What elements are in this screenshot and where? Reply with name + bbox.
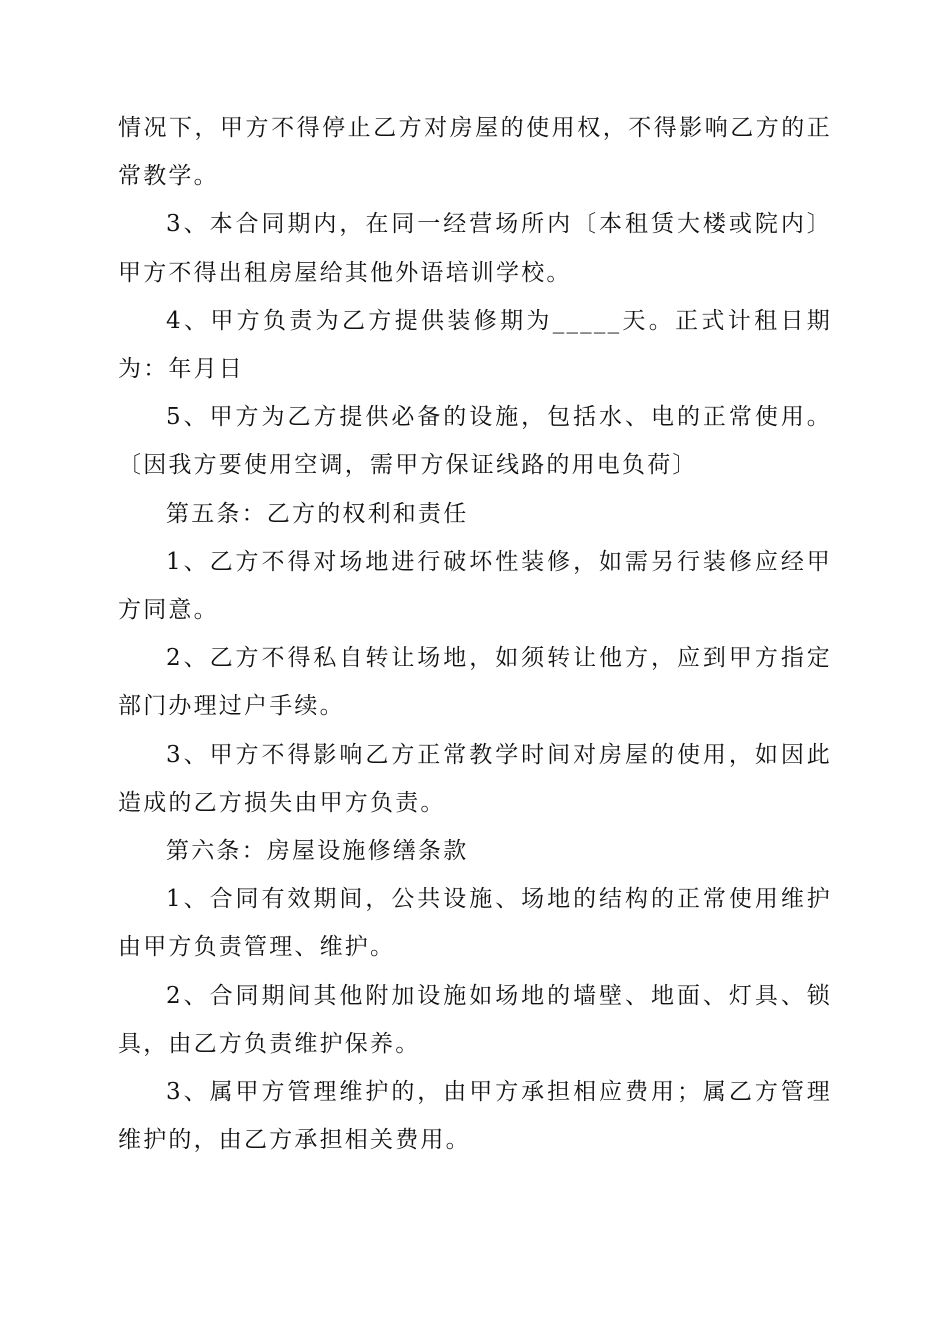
paragraph-clause-4-5: 5、甲方为乙方提供必备的设施，包括水、电的正常使用。〔因我方要使用空调，需甲方保证线路的用电负荷〕 bbox=[118, 404, 832, 479]
article-6-heading: 第六条：房屋设施修缮条款 bbox=[166, 838, 469, 865]
paragraph-clause-5-1: 1、乙方不得对场地进行破坏性装修，如需另行装修应经甲方同意。 bbox=[118, 548, 832, 624]
paragraph-clause-6-3: 3、属甲方管理维护的，由甲方承担相应费用；属乙方管理维护的，由乙方承担相关费用。 bbox=[118, 1079, 832, 1154]
paragraph-clause-4-3: 3、本合同期内，在同一经营场所内〔本租赁大楼或院内〕甲方不得出租房屋给其他外语培训学校。 bbox=[118, 211, 832, 286]
paragraph-clause-6-2: 2、合同期间其他附加设施如场地的墙壁、地面、灯具、锁具，由乙方负责维护保养。 bbox=[118, 982, 832, 1057]
paragraph-clause-5-3: 3、甲方不得影响乙方正常教学时间对房屋的使用，如因此造成的乙方损失由甲方负责。 bbox=[118, 741, 832, 816]
paragraph-continuation: 情况下，甲方不得停止乙方对房屋的使用权，不得影响乙方的正常教学。 bbox=[118, 115, 832, 190]
paragraph-clause-6-1: 1、合同有效期间，公共设施、场地的结构的正常使用维护由甲方负责管理、维护。 bbox=[118, 886, 832, 961]
paragraph-clause-5-2: 2、乙方不得私自转让场地，如须转让他方，应到甲方指定部门办理过户手续。 bbox=[118, 645, 832, 720]
paragraph-clause-4-4: 4、甲方负责为乙方提供装修期为_____天。正式计租日期为：年月日 bbox=[118, 307, 832, 383]
document-body bbox=[118, 104, 832, 1164]
article-5-heading: 第五条：乙方的权利和责任 bbox=[166, 500, 469, 527]
